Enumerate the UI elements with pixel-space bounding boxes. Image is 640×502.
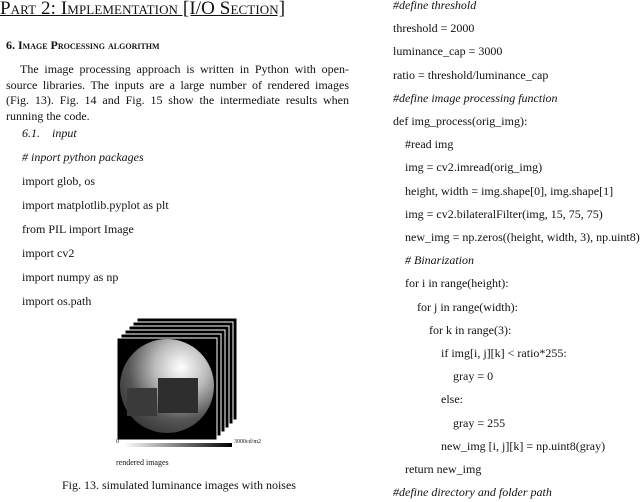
code-line: from PIL import Image	[22, 222, 134, 236]
code-line: img = cv2.imread(orig_img)	[405, 160, 543, 175]
code-line: for k in range(3):	[429, 322, 512, 337]
code-line: import glob, os	[22, 174, 96, 188]
figure-caption: Fig. 13. simulated luminance images with noises	[62, 478, 296, 492]
code-line: ratio = threshold/luminance_cap	[393, 67, 549, 82]
code-line: luminance_cap = 3000	[393, 44, 503, 59]
code-line: gray = 255	[453, 415, 506, 430]
code-comment: # inport python packages	[22, 150, 144, 164]
code-line: return new_img	[405, 462, 482, 476]
section-heading: 6. Image Processing algorithm	[6, 38, 160, 52]
code-line: import os.path	[22, 294, 92, 308]
scale-min-label: 0	[116, 439, 119, 445]
code-line: #read img	[405, 137, 454, 152]
code-line: new_img = np.zeros((height, width, 3), np.uint8)	[405, 230, 640, 244]
body-paragraph: The image processing approach is written in Python with open-source libraries. The inputs are a large number of rendered images (Fig. 13). Fig. 14 and Fig. 15 show the intermediate results when running the code.	[6, 62, 349, 123]
code-line: img = cv2.bilateralFilter(img, 15, 75, 75)	[405, 206, 603, 221]
subsection-heading: 6.1. input	[22, 126, 77, 140]
code-comment: #define image processing function	[393, 90, 558, 105]
code-line: gray = 0	[453, 369, 494, 384]
page-title: Part 2: Implementation [I/O Section]	[0, 0, 286, 19]
code-comment: #define threshold	[393, 0, 477, 12]
code-line: new_img [i, j][k] = np.uint8(gray)	[441, 438, 606, 453]
code-line: import matplotlib.pyplot as plt	[22, 198, 169, 212]
code-line: for j in range(width):	[417, 299, 518, 314]
code-line: import cv2	[22, 246, 75, 260]
figure-label: rendered images	[116, 458, 169, 467]
code-line: threshold = 2000	[393, 21, 475, 36]
code-line: for i in range(height):	[405, 276, 509, 291]
luminance-image-stack	[112, 318, 272, 453]
code-line: import numpy as np	[22, 270, 119, 284]
scale-max-label: 3000cd/m2	[234, 439, 261, 445]
code-line: def img_process(orig_img):	[393, 114, 528, 128]
code-comment: # Binarization	[405, 253, 475, 268]
code-line: height, width = img.shape[0], img.shape[1]	[405, 183, 614, 198]
code-line: else:	[441, 392, 463, 407]
code-line: if img[i, j][k] < ratio*255:	[441, 346, 567, 360]
figure-rendered-images	[112, 318, 272, 453]
code-comment: #define directory and folder path	[393, 485, 552, 500]
